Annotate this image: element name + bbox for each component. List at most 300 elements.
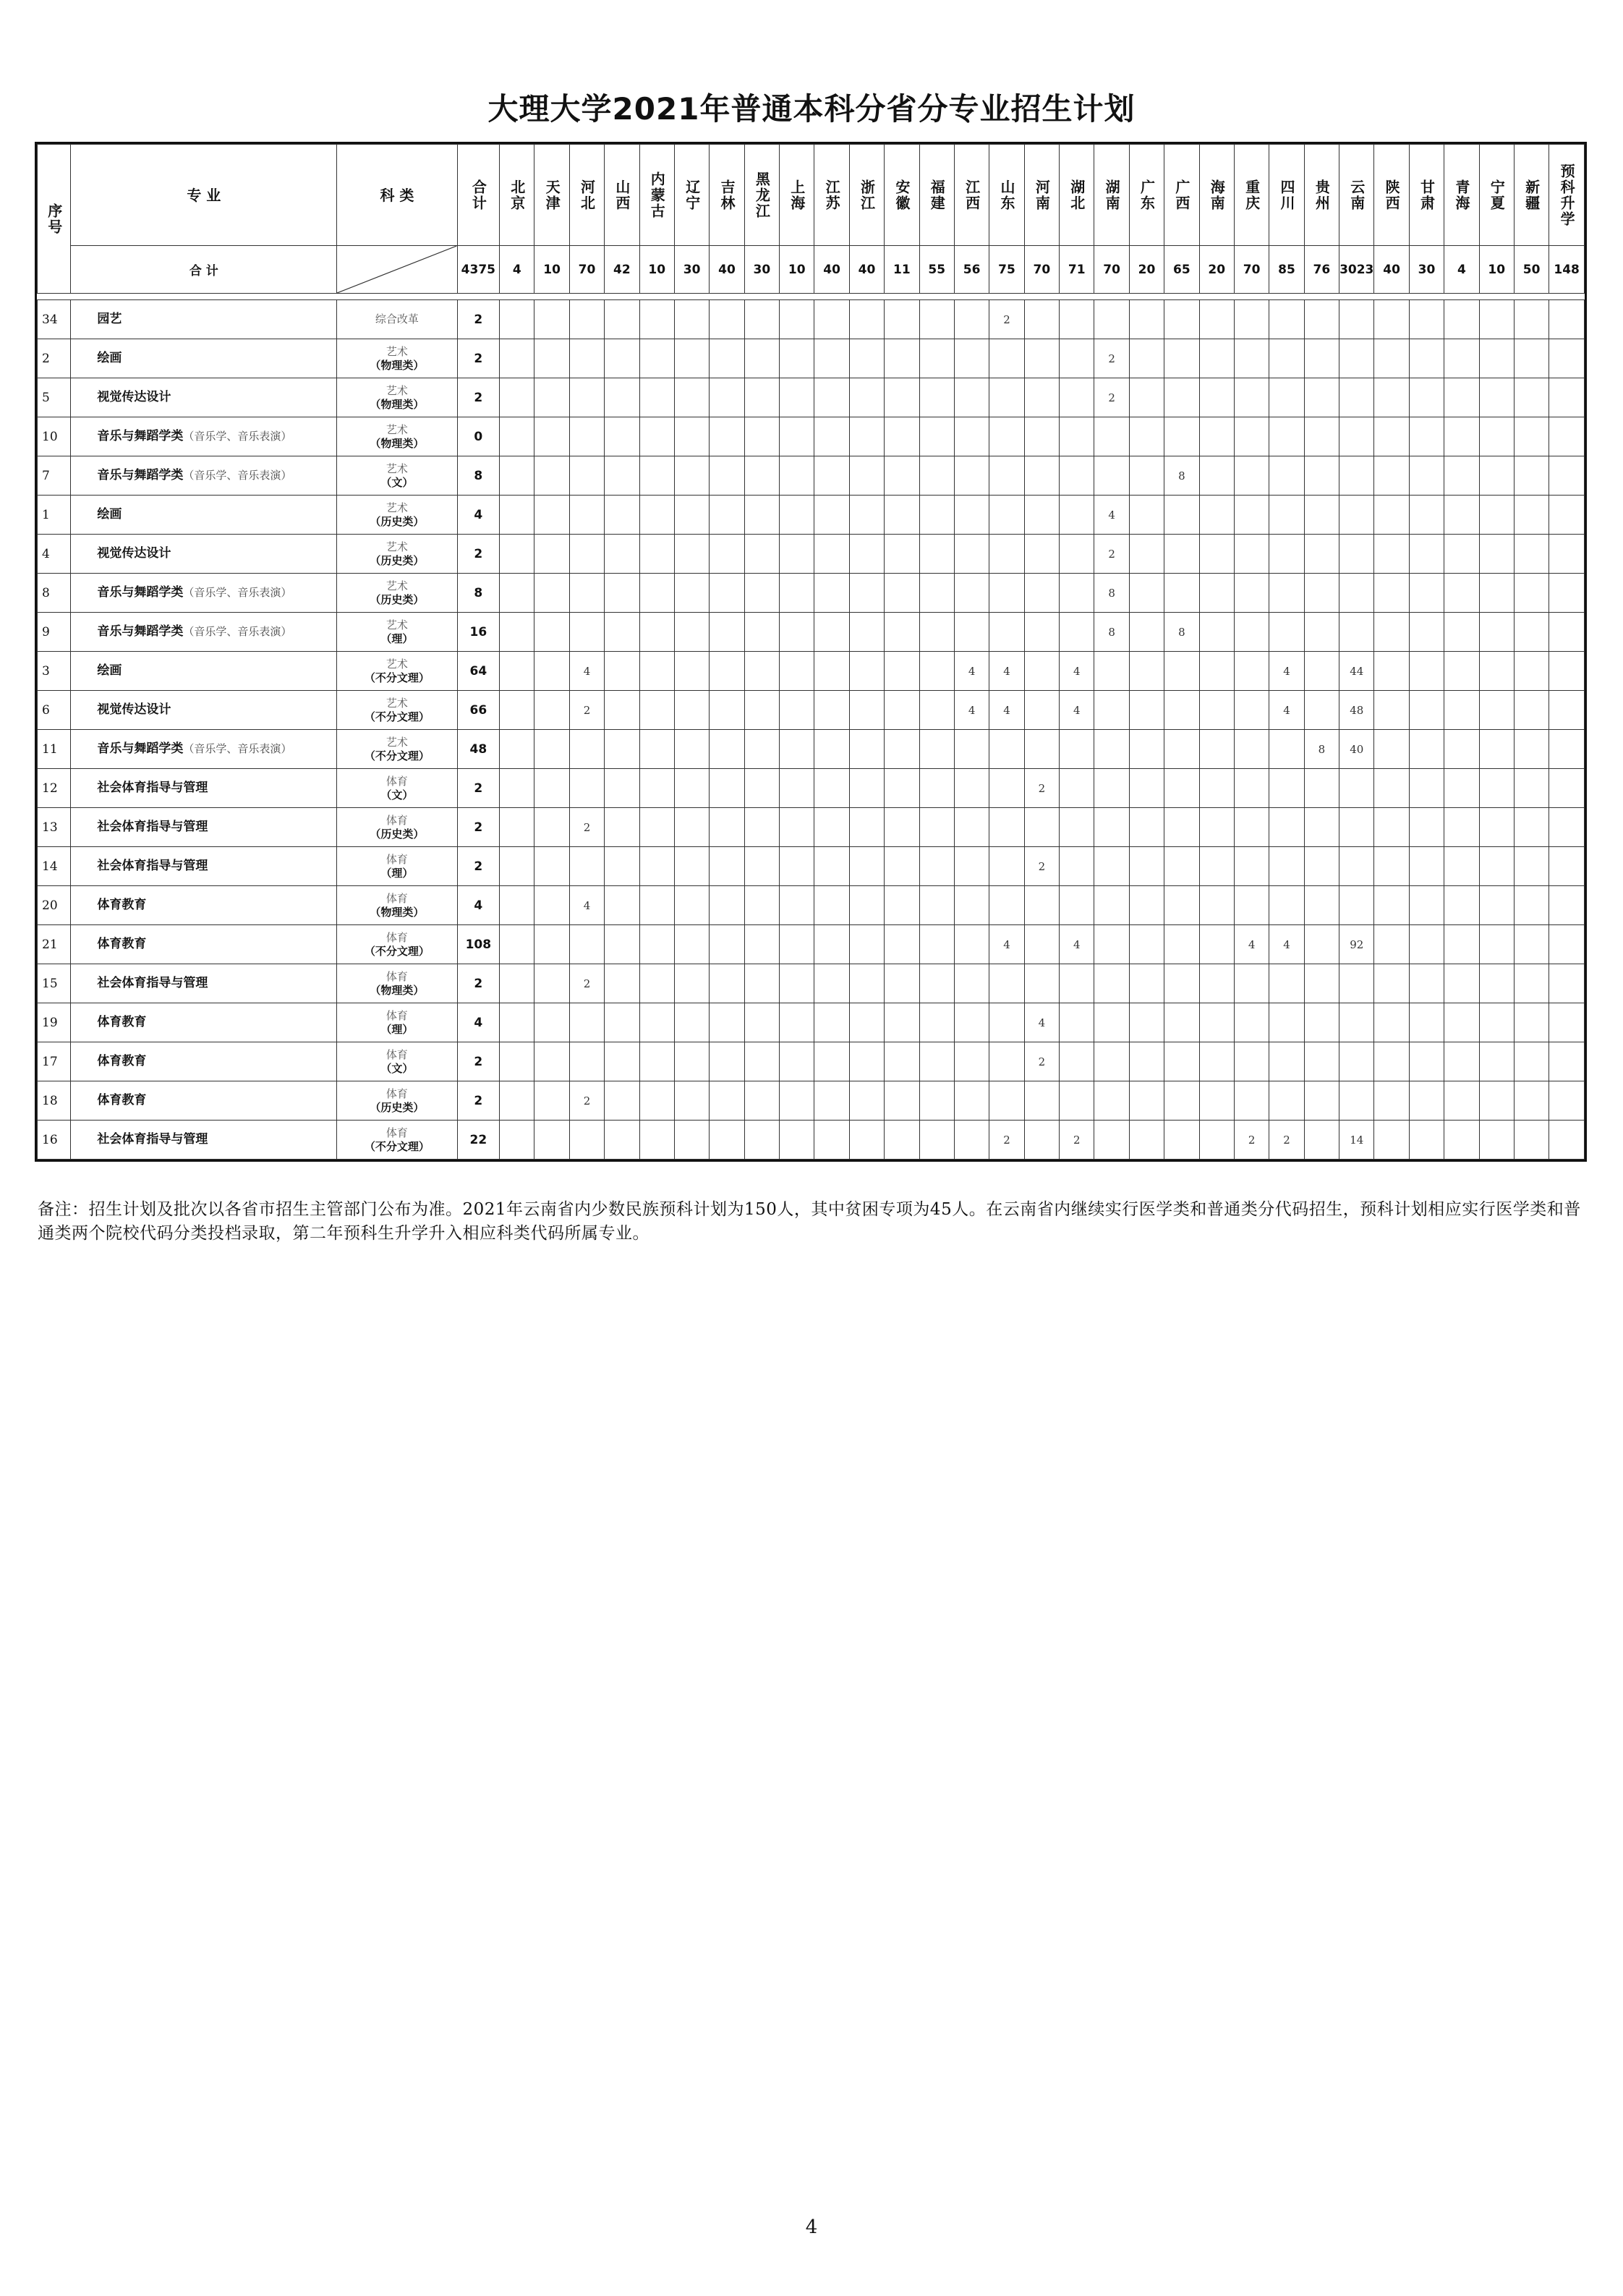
category-line2: （不分文理） [364,671,430,684]
enrollment-plan-table [35,142,1587,1162]
province-value [1304,847,1339,886]
province-value [1514,886,1549,925]
province-value [1409,886,1444,925]
province-value [1060,300,1094,339]
row-index: 34 [38,300,71,339]
province-value [919,574,954,613]
major-label: 视觉传达设计 [97,702,171,717]
province-value [885,535,919,574]
province-value [534,1081,569,1121]
province-value [1304,1121,1339,1160]
major-subtitle: （音乐学、音乐表演） [183,430,292,443]
province-value [674,1003,709,1042]
province-value [1164,730,1199,769]
province-value [605,1003,639,1042]
province-value [1444,1003,1479,1042]
province-value [1374,925,1409,964]
province-value [1409,769,1444,808]
province-value [744,769,779,808]
total-province-value: 4 [1444,246,1479,294]
separator-cell [1479,294,1514,300]
province-value [1444,847,1479,886]
total-province-value: 30 [744,246,779,294]
province-value [989,1003,1024,1042]
province-value [1234,886,1269,925]
province-value [1514,847,1549,886]
province-value [710,886,744,925]
province-value: 4 [569,886,604,925]
province-value [1339,339,1374,378]
province-value [1479,339,1514,378]
category-cell [337,847,457,886]
province-value [744,691,779,730]
province-value [1199,378,1234,417]
province-value [1164,1003,1199,1042]
row-index: 3 [38,652,71,691]
province-value [814,652,849,691]
category-line2: （历史类） [370,827,425,841]
province-value [1199,496,1234,535]
province-value: 8 [1304,730,1339,769]
table-row [38,339,1585,378]
province-value [710,339,744,378]
table-row [38,417,1585,456]
row-index: 5 [38,378,71,417]
province-value [1269,574,1304,613]
province-value [1199,300,1234,339]
province-value [605,808,639,847]
province-value [1024,456,1059,496]
province-value [500,1042,534,1081]
province-value [919,535,954,574]
province-value [605,925,639,964]
province-value [989,339,1024,378]
province-value [989,769,1024,808]
major-label: 音乐与舞蹈学类 [97,741,184,756]
total-province-value: 40 [1374,246,1409,294]
province-value [605,300,639,339]
province-value [814,535,849,574]
province-value [849,847,884,886]
separator-cell [1129,294,1164,300]
province-value [1514,456,1549,496]
province-value: 2 [569,1081,604,1121]
page-title: 大理大学2021年普通本科分省分专业招生计划 [487,91,1136,127]
province-value [1234,769,1269,808]
province-value [1514,613,1549,652]
major-label: 社会体育指导与管理 [97,976,208,990]
separator-cell [71,294,337,300]
province-value [1444,496,1479,535]
province-value [534,1121,569,1160]
province-value [1549,574,1585,613]
total-province-value: 30 [674,246,709,294]
province-value [1549,769,1585,808]
major-label: 绘画 [97,507,122,522]
province-value [710,691,744,730]
province-value [744,339,779,378]
province-value [1479,691,1514,730]
total-province-value: 70 [569,246,604,294]
province-value [639,1042,674,1081]
province-value [1269,886,1304,925]
province-value [639,378,674,417]
province-value [569,1042,604,1081]
table-row [38,535,1585,574]
province-value: 4 [1269,925,1304,964]
province-value [674,1121,709,1160]
table-row [38,808,1585,847]
province-value [919,378,954,417]
province-value [814,456,849,496]
province-value [1549,1042,1585,1081]
province-value [814,613,849,652]
province-value [1129,769,1164,808]
province-value [674,808,709,847]
province-value [780,691,814,730]
province-value [1164,964,1199,1003]
row-index: 8 [38,574,71,613]
province-value [954,417,989,456]
separator-cell [639,294,674,300]
category-line2: （物理类） [370,397,425,411]
province-value [1304,300,1339,339]
province-value [1269,1003,1304,1042]
province-value [1129,808,1164,847]
province-value [1409,535,1444,574]
province-value [674,496,709,535]
province-value [1514,925,1549,964]
province-value [1339,574,1374,613]
province-value [1199,886,1234,925]
province-value [1374,847,1409,886]
province-value [1164,925,1199,964]
province-value [954,378,989,417]
header-province: 浙江 [849,145,884,246]
province-value [534,808,569,847]
major-label: 园艺 [97,312,122,326]
province-value [1549,339,1585,378]
row-total: 2 [457,339,499,378]
row-total: 2 [457,808,499,847]
row-total: 2 [457,300,499,339]
province-value [1234,1042,1269,1081]
province-value [919,300,954,339]
province-value: 2 [1024,847,1059,886]
province-value [605,1042,639,1081]
province-value [744,730,779,769]
province-value [1304,925,1339,964]
province-value: 4 [1269,652,1304,691]
province-value [1060,886,1094,925]
separator-cell [710,294,744,300]
separator-row [38,294,1585,300]
province-value [989,730,1024,769]
major-label: 体育教育 [97,1015,147,1029]
province-value [849,691,884,730]
header-province: 广东 [1129,145,1164,246]
province-value [1339,1081,1374,1121]
province-value [1234,730,1269,769]
province-value [1549,1121,1585,1160]
province-value [849,652,884,691]
province-value [814,417,849,456]
major-name [71,652,337,691]
province-value [1514,808,1549,847]
province-value [639,730,674,769]
total-province-value: 10 [1479,246,1514,294]
province-value [989,535,1024,574]
province-value [674,769,709,808]
province-value [885,1042,919,1081]
province-value [1444,535,1479,574]
province-value [1129,378,1164,417]
province-value [569,496,604,535]
header-province: 安徽 [885,145,919,246]
total-province-value: 71 [1060,246,1094,294]
province-value [1549,456,1585,496]
province-value [1269,964,1304,1003]
province-value [1339,456,1374,496]
province-value [1339,808,1374,847]
province-value: 4 [1094,496,1129,535]
category-line1: 体育 [385,774,408,788]
province-value: 2 [989,1121,1024,1160]
row-total: 108 [457,925,499,964]
table-row [38,964,1585,1003]
province-value [1514,730,1549,769]
province-value [1199,456,1234,496]
major-label: 体育教育 [97,898,147,912]
table-row [38,886,1585,925]
province-value [780,1081,814,1121]
province-value [919,730,954,769]
province-value: 4 [954,652,989,691]
row-index: 7 [38,456,71,496]
province-value [569,300,604,339]
major-name [71,378,337,417]
province-value [954,808,989,847]
province-value [849,964,884,1003]
province-value [674,456,709,496]
province-value [1339,300,1374,339]
province-value [710,613,744,652]
province-value [1479,808,1514,847]
province-value [1374,339,1409,378]
province-value [744,964,779,1003]
major-name [71,925,337,964]
province-value [1374,1042,1409,1081]
table-row [38,456,1585,496]
province-value [1409,456,1444,496]
province-value [1164,339,1199,378]
category-cell [337,1042,457,1081]
province-value [500,378,534,417]
province-value [1374,300,1409,339]
province-value [534,1042,569,1081]
province-value [1199,1003,1234,1042]
province-value: 4 [989,652,1024,691]
row-total: 2 [457,535,499,574]
province-value [710,808,744,847]
province-value [1444,613,1479,652]
row-index: 21 [38,925,71,964]
separator-cell [534,294,569,300]
header-province: 预科升学 [1549,145,1585,246]
separator-cell [1339,294,1374,300]
province-value [1514,496,1549,535]
province-value [1444,1081,1479,1121]
province-value [534,378,569,417]
province-value [1199,417,1234,456]
province-value [744,496,779,535]
province-value [744,925,779,964]
major-label: 视觉传达设计 [97,546,171,561]
province-value [849,613,884,652]
province-value [954,535,989,574]
province-value [1479,496,1514,535]
header-province: 湖南 [1094,145,1129,246]
province-value [885,574,919,613]
province-value [1164,574,1199,613]
province-value [1129,339,1164,378]
province-value [674,300,709,339]
province-value [1199,1121,1234,1160]
page-number: 4 [805,2216,818,2238]
province-value [674,964,709,1003]
separator-cell [457,294,499,300]
province-value [1409,730,1444,769]
province-value [780,613,814,652]
province-value [1024,535,1059,574]
province-value [569,1003,604,1042]
province-value [674,1042,709,1081]
header-province: 福建 [919,145,954,246]
province-value [639,613,674,652]
province-value [1199,691,1234,730]
province-value [1234,496,1269,535]
separator-cell [500,294,534,300]
province-value [1444,925,1479,964]
province-value [500,886,534,925]
province-value [1234,417,1269,456]
province-value: 4 [1060,925,1094,964]
province-value [1479,886,1514,925]
province-value [814,769,849,808]
province-value [1234,613,1269,652]
province-value [639,496,674,535]
province-value [885,925,919,964]
province-value [1164,847,1199,886]
major-subtitle: （音乐学、音乐表演） [183,625,292,638]
province-value [849,886,884,925]
province-value: 4 [989,691,1024,730]
province-value [1479,574,1514,613]
province-value: 2 [1024,769,1059,808]
province-value [710,1003,744,1042]
province-value [569,417,604,456]
province-value [569,535,604,574]
province-value [814,1081,849,1121]
total-province-value: 56 [954,246,989,294]
province-value [849,339,884,378]
province-value [534,769,569,808]
province-value [954,1081,989,1121]
separator-cell [919,294,954,300]
province-value [989,1042,1024,1081]
province-value [674,613,709,652]
province-value [1444,730,1479,769]
header-province: 江苏 [814,145,849,246]
separator-cell [1514,294,1549,300]
province-value [1024,730,1059,769]
province-value: 4 [1060,652,1094,691]
category-line1: 艺术 [385,462,408,475]
province-value [1549,417,1585,456]
province-value [1129,613,1164,652]
province-value [1164,769,1199,808]
header-province: 海南 [1199,145,1234,246]
province-value [1094,417,1129,456]
province-value [1444,1042,1479,1081]
province-value [1304,378,1339,417]
province-value [919,886,954,925]
province-value [849,1003,884,1042]
province-value [989,808,1024,847]
province-value [1479,535,1514,574]
total-province-value: 50 [1514,246,1549,294]
province-value [1514,574,1549,613]
province-value [989,847,1024,886]
province-value [1514,1121,1549,1160]
province-value [1444,691,1479,730]
province-value [500,613,534,652]
separator-cell [989,294,1024,300]
category-line2: （文） [380,788,414,802]
table-row [38,1042,1585,1081]
major-name [71,1121,337,1160]
province-value [1479,1003,1514,1042]
province-value [569,847,604,886]
province-value [1199,769,1234,808]
category-cell [337,1003,457,1042]
table-row [38,613,1585,652]
province-value [674,1081,709,1121]
major-label: 体育教育 [97,937,147,951]
province-value [1514,378,1549,417]
category-line2: （物理类） [370,358,425,372]
province-value [500,691,534,730]
province-value [1479,925,1514,964]
separator-cell [1304,294,1339,300]
total-province-value: 40 [710,246,744,294]
header-province: 吉林 [710,145,744,246]
total-province-value: 85 [1269,246,1304,294]
province-value [1374,1121,1409,1160]
category-cell [337,535,457,574]
province-value [1304,886,1339,925]
row-total: 22 [457,1121,499,1160]
separator-cell [1164,294,1199,300]
province-value [1514,339,1549,378]
province-value [989,886,1024,925]
province-value [1374,808,1409,847]
province-value [1339,1042,1374,1081]
province-value [919,925,954,964]
province-value [989,417,1024,456]
province-value [1409,964,1444,1003]
major-name [71,1042,337,1081]
